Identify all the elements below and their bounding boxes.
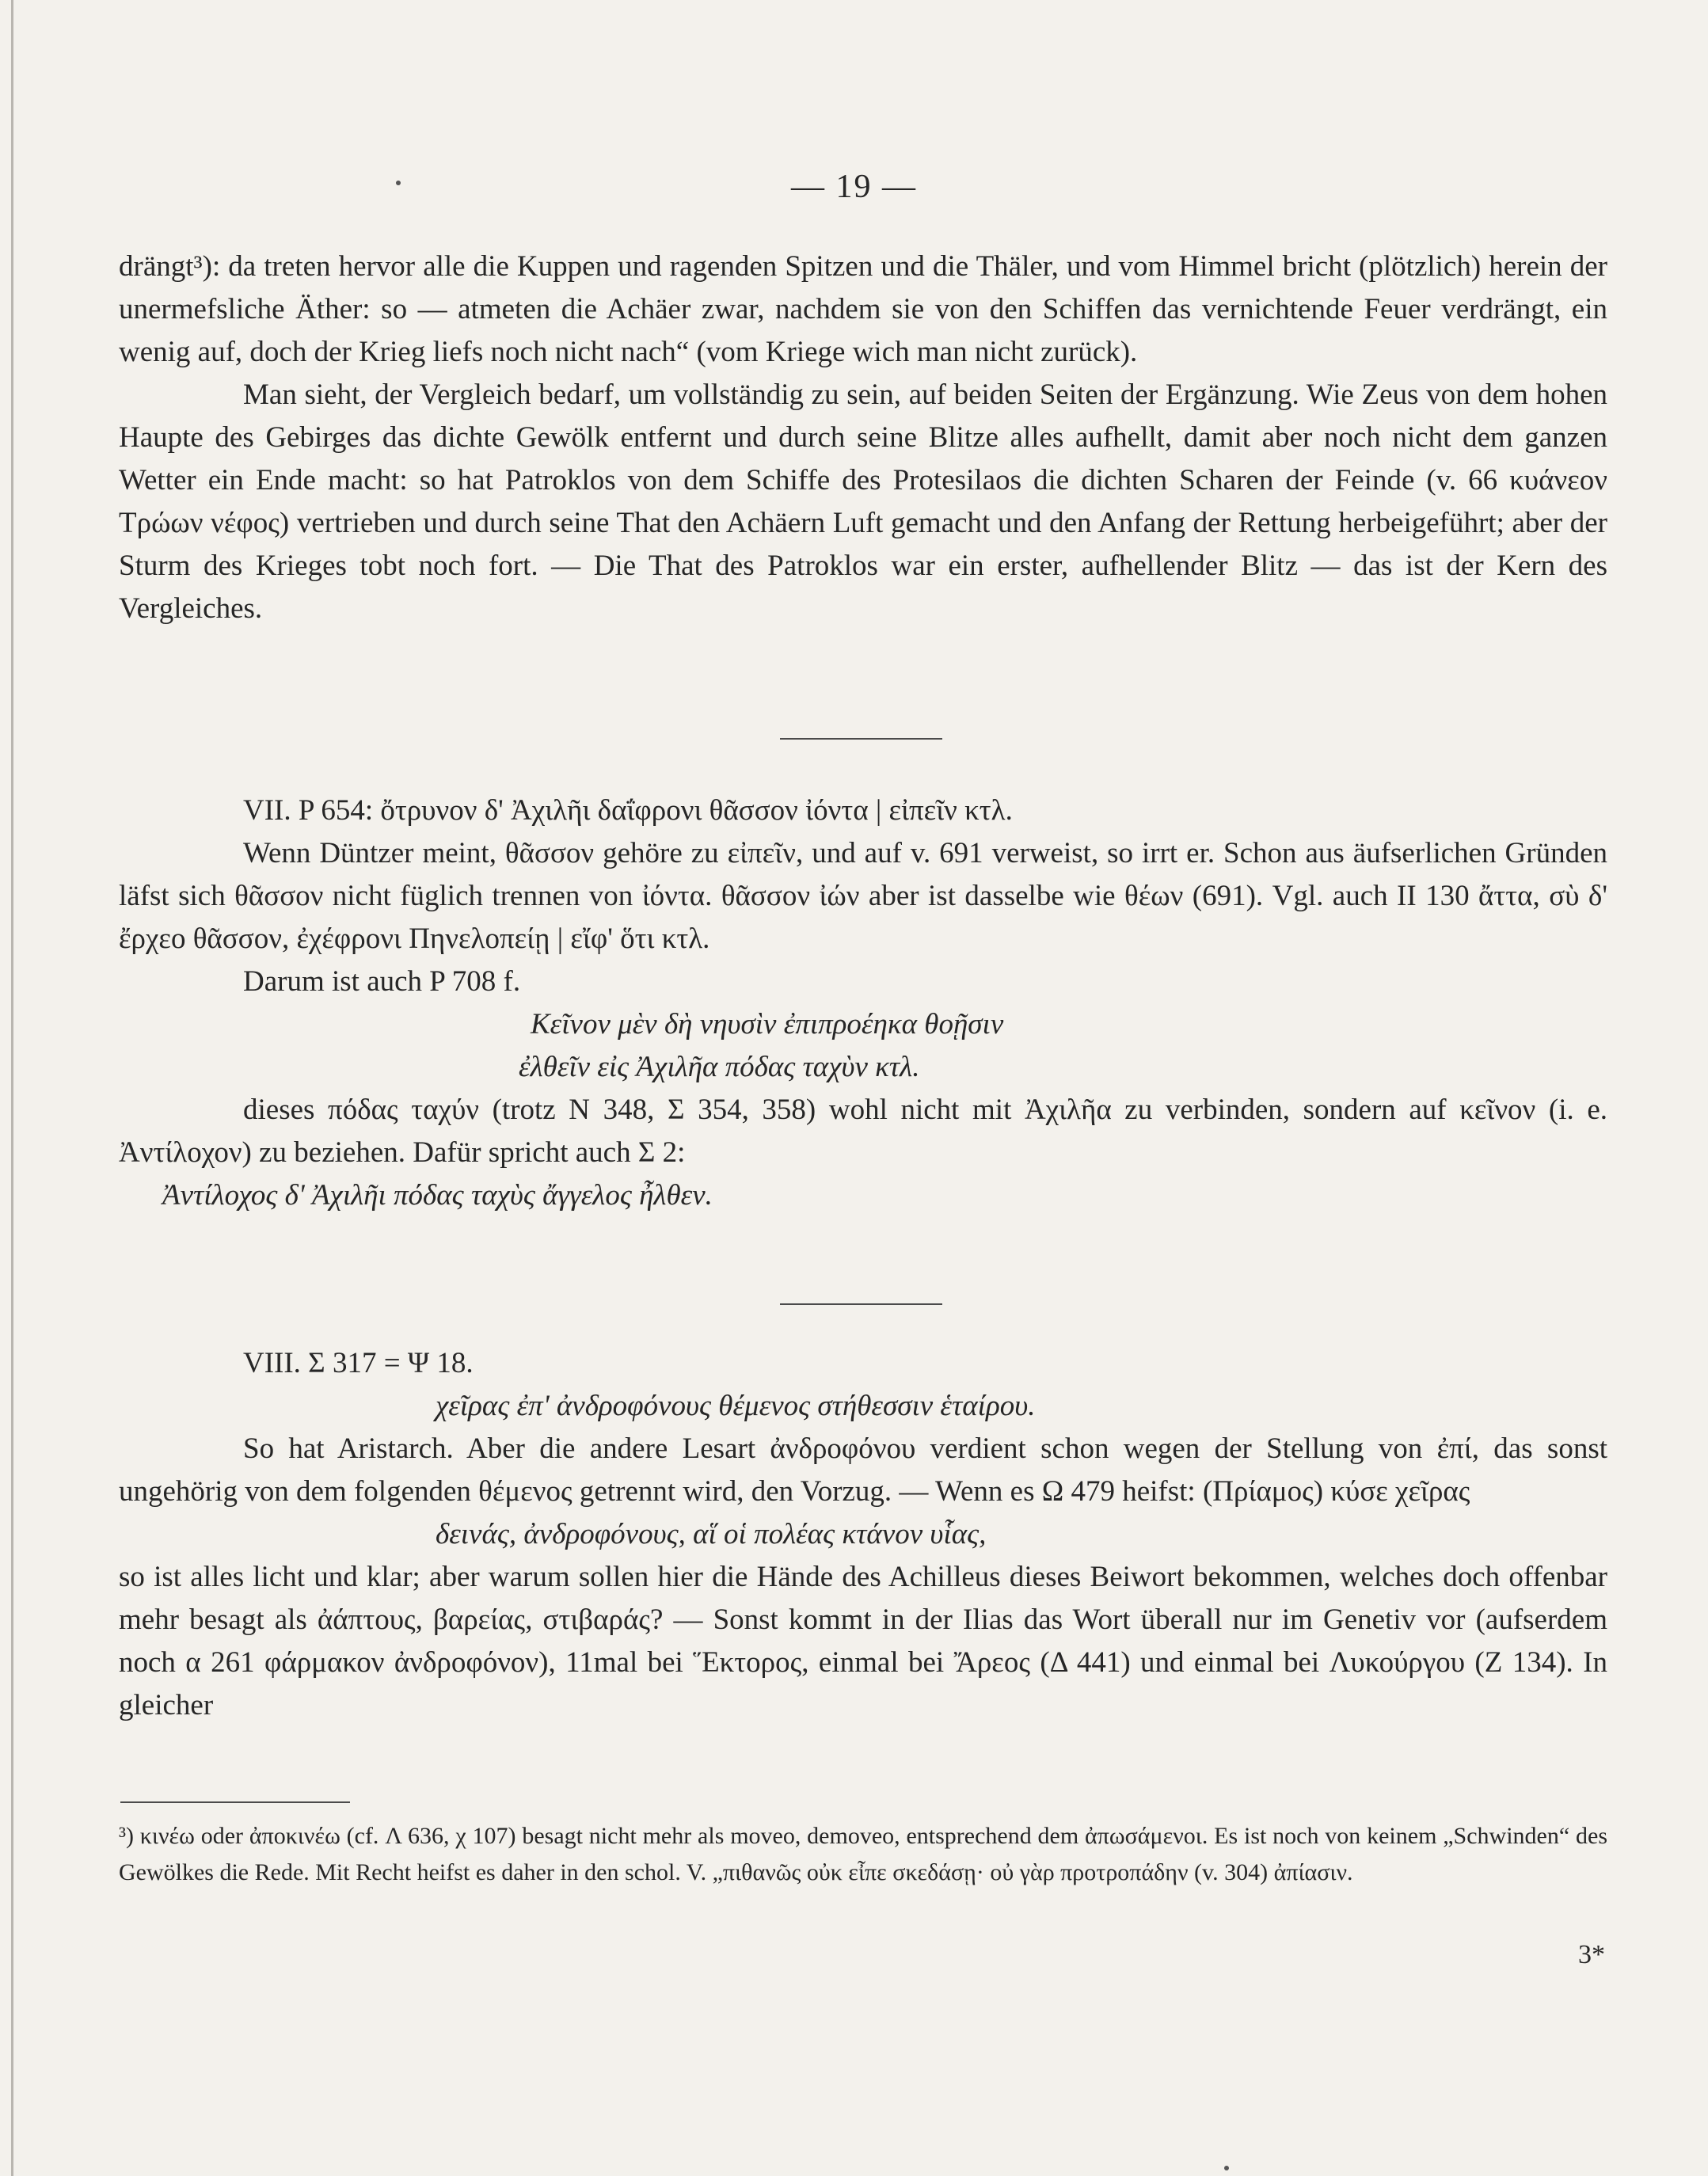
verse-2: Ἀντίλοχος δ' Ἀχιλῆι πόδας ταχὺς ἄγγελος ἦλθεν. bbox=[162, 1179, 713, 1212]
section-viii bbox=[119, 1342, 1607, 1727]
page-edge-shadow bbox=[11, 0, 13, 2176]
specks-dot bbox=[1224, 2166, 1229, 2170]
paragraph-7: so ist alles licht und klar; aber warum sollen hier die Hände des Achilleus dieses Beiwort bekommen, welches doch offenbar mehr besagt als ἀάπτους, βαρείας, στιβαράς? — Sonst kommt in der Ilias das Wort überall nur im Genetiv vor (aufserdem noch α 261 φάρμακον ἀνδροφόνον), 11mal bei Ἕκτορος, einmal bei Ἄρεος (Δ 441) und einmal bei Λυκούργου (Ζ 134). In gleicher bbox=[119, 1561, 1607, 1721]
signature-mark: 3* bbox=[1578, 1940, 1605, 1969]
footnote-rule bbox=[120, 1801, 350, 1803]
verse-1b: ἐλθεῖν εἰς Ἀχιλῆα πόδας ταχὺν κτλ. bbox=[519, 1051, 920, 1083]
paragraph-1: drängt³): da treten hervor alle die Kuppen und ragenden Spitzen und die Thäler, und vom Himmel bricht (plötzlich) herein der unermefsliche Äther: so — atmeten die Achäer zwar, nachdem sie von den Schiffen das vernichtende Feuer verdrängt, ein wenig auf, doch der Krieg liefs noch nicht nach“ (vom Kriege wich man nicht zurück). bbox=[119, 250, 1607, 368]
footnote bbox=[119, 1818, 1607, 1891]
paragraph-2: Man sieht, der Vergleich bedarf, um vollständig zu sein, auf beiden Seiten der Ergänzung. Wie Zeus von dem hohen Haupte des Gebirges das dichte Gewölk entfernt und durch seine Blitze alles aufhellt, damit aber noch nicht dem ganzen Wetter ein Ende macht: so hat Patroklos von dem Schiffe des Protesilaos die dichten Scharen der Feinde (v. 66 κυάνεον Τρώων νέφος) vertrieben und durch seine That den Achäern Luft gemacht und den Anfang der Rettung herbeigeführt; aber der Sturm des Krieges tobt noch fort. — Die That des Patroklos war ein erster, aufhellender Blitz — das ist der Kern des Vergleiches. bbox=[119, 379, 1607, 625]
verse-1a: Κεῖνον μὲν δὴ νηυσὶν ἐπιπροέηκα θοῇσιν bbox=[531, 1008, 1004, 1040]
verse-3: χεῖρας ἐπ' ἀνδροφόνους θέμενος στήθεσσιν ἑταίρου. bbox=[436, 1390, 1036, 1422]
paragraph-3: Wenn Düntzer meint, θᾶσσον gehöre zu εἰπεῖν, und auf v. 691 verweist, so irrt er. Schon aus äufserlichen Gründen läfst sich θᾶσσον nicht füglich trennen von ἰόντα. θᾶσσον ἰών aber ist dasselbe wie θέων (691). Vgl. auch II 130 ἄττα, σὺ δ' ἔρχεο θᾶσσον, ἐχέφρονι Πηνελοπείῃ | εἴφ' ὅτι κτλ. bbox=[119, 837, 1607, 955]
section-divider-1 bbox=[780, 738, 942, 740]
verse-4: δεινάς, ἀνδροφόνους, αἵ οἱ πολέας κτάνον υἷας, bbox=[436, 1518, 987, 1550]
body-text-top bbox=[119, 245, 1607, 630]
page-number: — 19 — bbox=[791, 169, 917, 205]
paragraph-6: So hat Aristarch. Aber die andere Lesart ἀνδροφόνου verdient schon wegen der Stellung von ἐπί, das sonst ungehörig von dem folgenden θέμενος getrennt wird, den Vorzug. — Wenn es Ω 479 heifst: (Πρίαμος) κύσε χεῖρας bbox=[119, 1432, 1607, 1508]
footnote-3: ³) κινέω oder ἀποκινέω (cf. Λ 636, χ 107) besagt nicht mehr als moveo, demoveo, entsprechend dem ἀπωσάμενοι. Es ist noch von keinem „Schwinden“ des Gewölkes die Rede. Mit Recht heifst es daher in den schol. V. „πιθανῶς οὐκ εἶπε σκεδάσῃ· οὐ γὰρ προτροπάδην (v. 304) ἀπίασιν. bbox=[119, 1823, 1607, 1885]
section-vii-heading: VII. P 654: ὄτρυνον δ' Ἀχιλῆι δαΐφρονι θᾶσσον ἰόντα | εἰπεῖν κτλ. bbox=[243, 794, 1013, 827]
section-viii-heading: VIII. Σ 317 = Ψ 18. bbox=[243, 1347, 474, 1379]
paragraph-4: Darum ist auch P 708 f. bbox=[243, 965, 521, 998]
section-vii bbox=[119, 789, 1607, 1217]
paragraph-5: dieses πόδας ταχύν (trotz N 348, Σ 354, 358) wohl nicht mit Ἀχιλῆα zu verbinden, sondern auf κεῖνον (i. e. Ἀντίλοχον) zu beziehen. Dafür spricht auch Σ 2: bbox=[119, 1094, 1607, 1169]
section-divider-2 bbox=[780, 1303, 942, 1305]
